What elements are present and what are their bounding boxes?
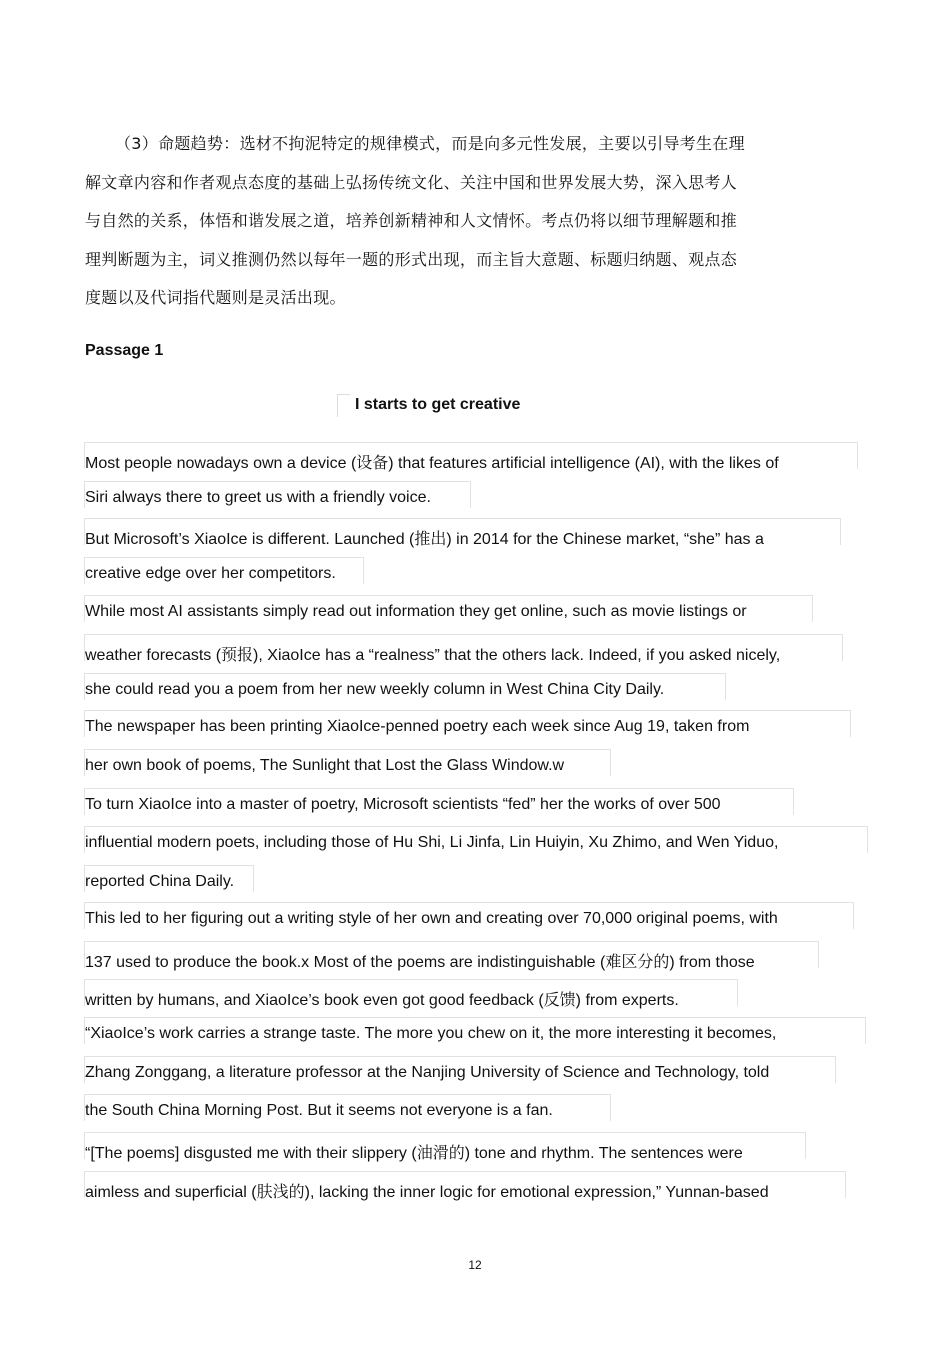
passage-line: written by humans, and XiaoIce’s book even got good feedback (反馈) from experts. — [85, 987, 679, 1010]
trend-line-5: 度题以及代词指代题则是灵活出现。 — [85, 288, 346, 307]
passage-line: But Microsoft’s XiaoIce is different. Launched (推出) in 2014 for the Chinese market, “she” has a — [85, 526, 764, 549]
passage-line: “XiaoIce’s work carries a strange taste. The more you chew on it, the more interesting it becomes, — [85, 1025, 776, 1043]
passage-line: she could read you a poem from her new weekly column in West China City Daily. — [85, 681, 664, 699]
passage-line: Most people nowadays own a device (设备) that features artificial intelligence (AI), with the likes of — [85, 450, 779, 473]
passage-line: her own book of poems, The Sunlight that Lost the Glass Window.w — [85, 757, 564, 775]
trend-line-3: 与自然的关系，体悟和谐发展之道，培养创新精神和人文情怀。考点仍将以细节理解题和推 — [85, 211, 738, 230]
passage-line: Zhang Zonggang, a literature professor at the Nanjing University of Science and Technology, told — [85, 1064, 769, 1082]
page-number: 12 — [468, 1258, 482, 1272]
passage-line: aimless and superficial (肤浅的), lacking the inner logic for emotional expression,” Yunnan-based — [85, 1179, 769, 1202]
passage-line: 137 used to produce the book.x Most of the poems are indistinguishable (难区分的) from those — [85, 949, 755, 972]
trend-line-2: 解文章内容和作者观点态度的基础上弘扬传统文化、关注中国和世界发展大势，深入思考人 — [85, 173, 738, 192]
passage-title: I starts to get creative — [355, 396, 521, 413]
passage-line: The newspaper has been printing XiaoIce-penned poetry each week since Aug 19, taken from — [85, 718, 749, 736]
trend-line-1: （3）命题趋势：选材不拘泥特定的规律模式，而是向多元性发展，主要以引导考生在理 — [115, 134, 745, 153]
passage-line: While most AI assistants simply read out information they get online, such as movie listings or — [85, 603, 747, 621]
passage-label: Passage 1 — [85, 342, 164, 359]
passage-line: creative edge over her competitors. — [85, 565, 336, 583]
title-box-decoration — [337, 394, 350, 417]
passage-line: weather forecasts (预报), XiaoIce has a “realness” that the others lack. Indeed, if you asked nicely, — [85, 642, 780, 665]
passage-line: influential modern poets, including those of Hu Shi, Li Jinfa, Lin Huiyin, Xu Zhimo, and Wen Yiduo, — [85, 834, 778, 852]
passage-line: Siri always there to greet us with a friendly voice. — [85, 489, 431, 507]
trend-line-4: 理判断题为主，词义推测仍然以每年一题的形式出现，而主旨大意题、标题归纳题、观点态 — [85, 250, 738, 269]
passage-line: To turn XiaoIce into a master of poetry, Microsoft scientists “fed” her the works of over 500 — [85, 796, 721, 814]
passage-line: “[The poems] disgusted me with their slippery (油滑的) tone and rhythm. The sentences were — [85, 1140, 743, 1163]
passage-line: reported China Daily. — [85, 873, 234, 891]
passage-line: This led to her figuring out a writing style of her own and creating over 70,000 original poems, with — [85, 910, 778, 928]
passage-line: the South China Morning Post. But it seems not everyone is a fan. — [85, 1102, 553, 1120]
